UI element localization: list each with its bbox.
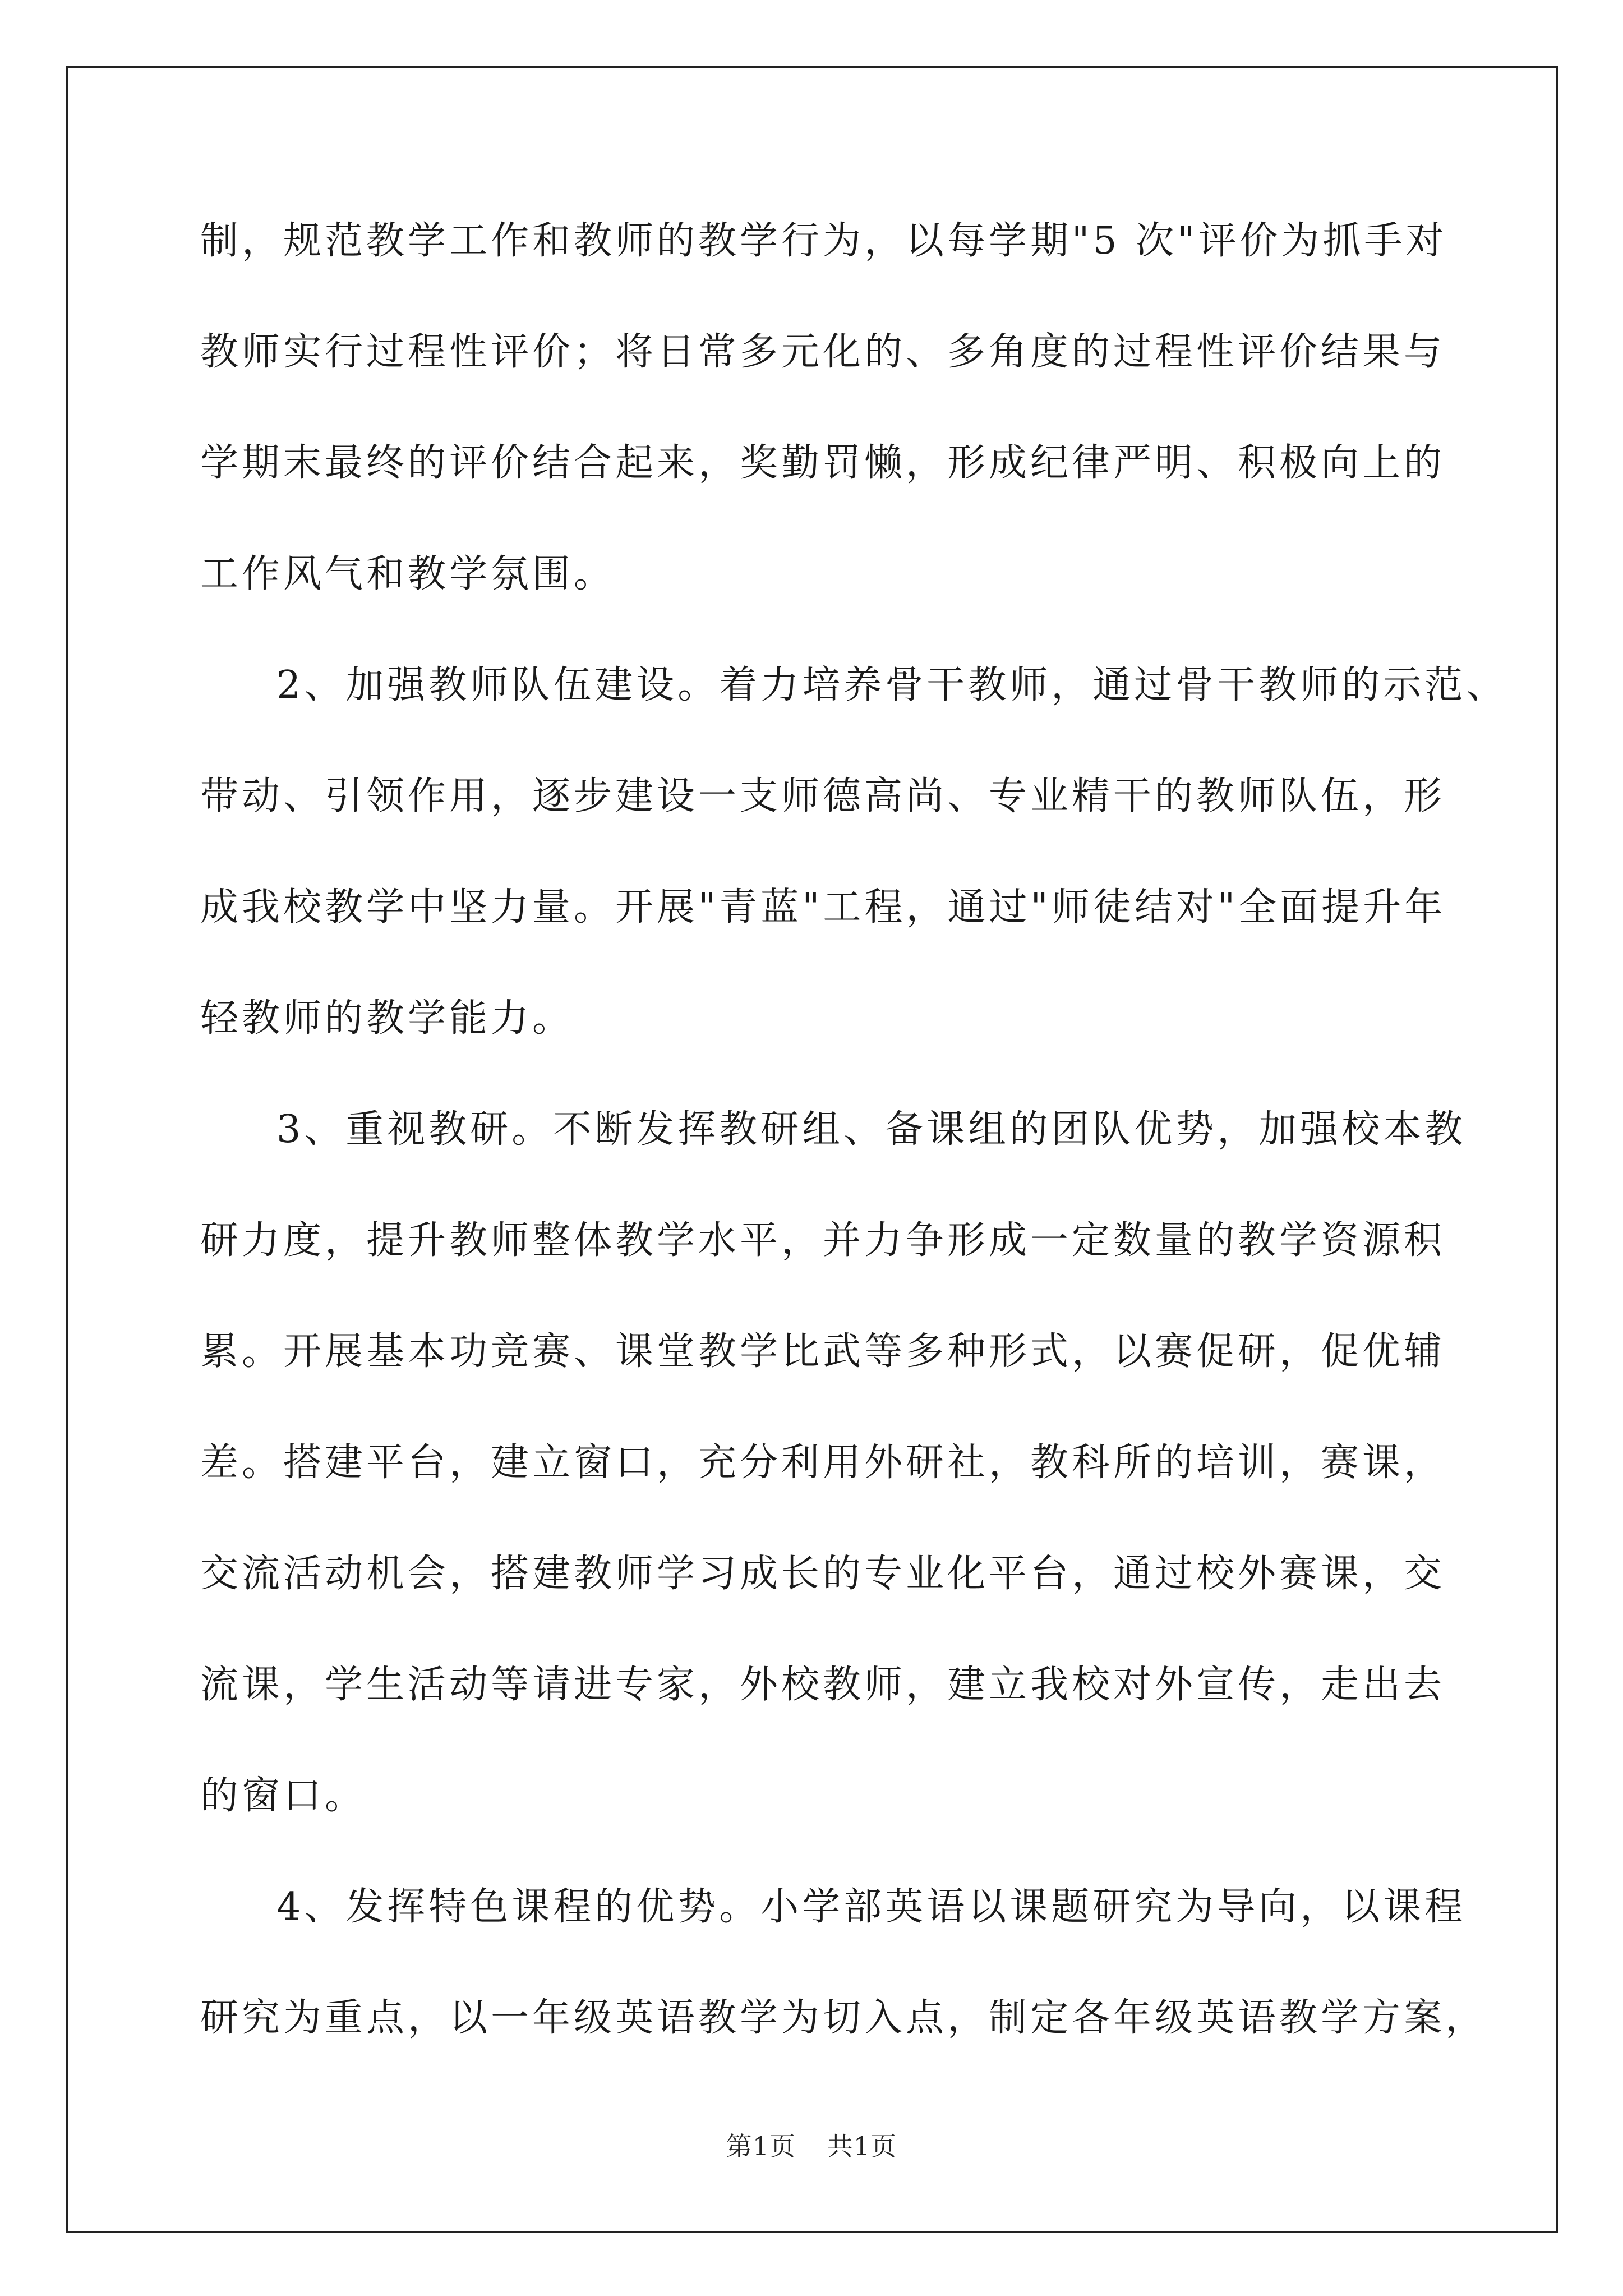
text-line: 工作风气和教学氛围。 xyxy=(200,552,616,596)
page-footer xyxy=(0,2131,1623,2162)
text-line: 研究为重点，以一年级英语教学为切入点，制定各年级英语教学方案， xyxy=(200,1996,1487,2040)
paragraph-start-line: 4、发挥特色课程的优势。小学部英语以课题研究为导向，以课程 xyxy=(276,1885,1467,1929)
text-line: 制，规范教学工作和教师的教学行为，以每学期"5 次"评价为抓手对 xyxy=(200,219,1447,263)
page-total: 共1页 xyxy=(827,2131,897,2161)
paragraph-start-line: 3、重视教研。不断发挥教研组、备课组的团队优势，加强校本教 xyxy=(276,1107,1467,1152)
text-line: 交流活动机会，搭建教师学习成长的专业化平台，通过校外赛课，交 xyxy=(200,1552,1446,1596)
text-line: 研力度，提升教师整体教学水平，并力争形成一定数量的教学资源积 xyxy=(200,1218,1446,1263)
page-number: 第1页 xyxy=(726,2131,796,2161)
text-line: 带动、引领作用，逐步建设一支师德高尚、专业精干的教师队伍，形 xyxy=(200,774,1446,818)
text-line: 累。开展基本功竞赛、课堂教学比武等多种形式，以赛促研，促优辅 xyxy=(200,1329,1446,1374)
text-line: 学期末最终的评价结合起来，奖勤罚懒，形成纪律严明、积极向上的 xyxy=(200,441,1446,485)
paragraph-start-line: 2、加强教师队伍建设。着力培养骨干教师，通过骨干教师的示范、 xyxy=(276,663,1508,707)
text-line: 轻教师的教学能力。 xyxy=(200,996,574,1041)
text-line: 教师实行过程性评价；将日常多元化的、多角度的过程性评价结果与 xyxy=(200,330,1446,374)
text-line: 的窗口。 xyxy=(200,1774,367,1818)
document-body xyxy=(200,213,1508,2101)
text-line: 差。搭建平台，建立窗口，充分利用外研社，教科所的培训，赛课， xyxy=(200,1441,1446,1485)
text-line: 成我校教学中坚力量。开展"青蓝"工程，通过"师徒结对"全面提升年 xyxy=(200,885,1446,930)
text-line: 流课，学生活动等请进专家，外校教师，建立我校对外宣传，走出去 xyxy=(200,1663,1446,1707)
